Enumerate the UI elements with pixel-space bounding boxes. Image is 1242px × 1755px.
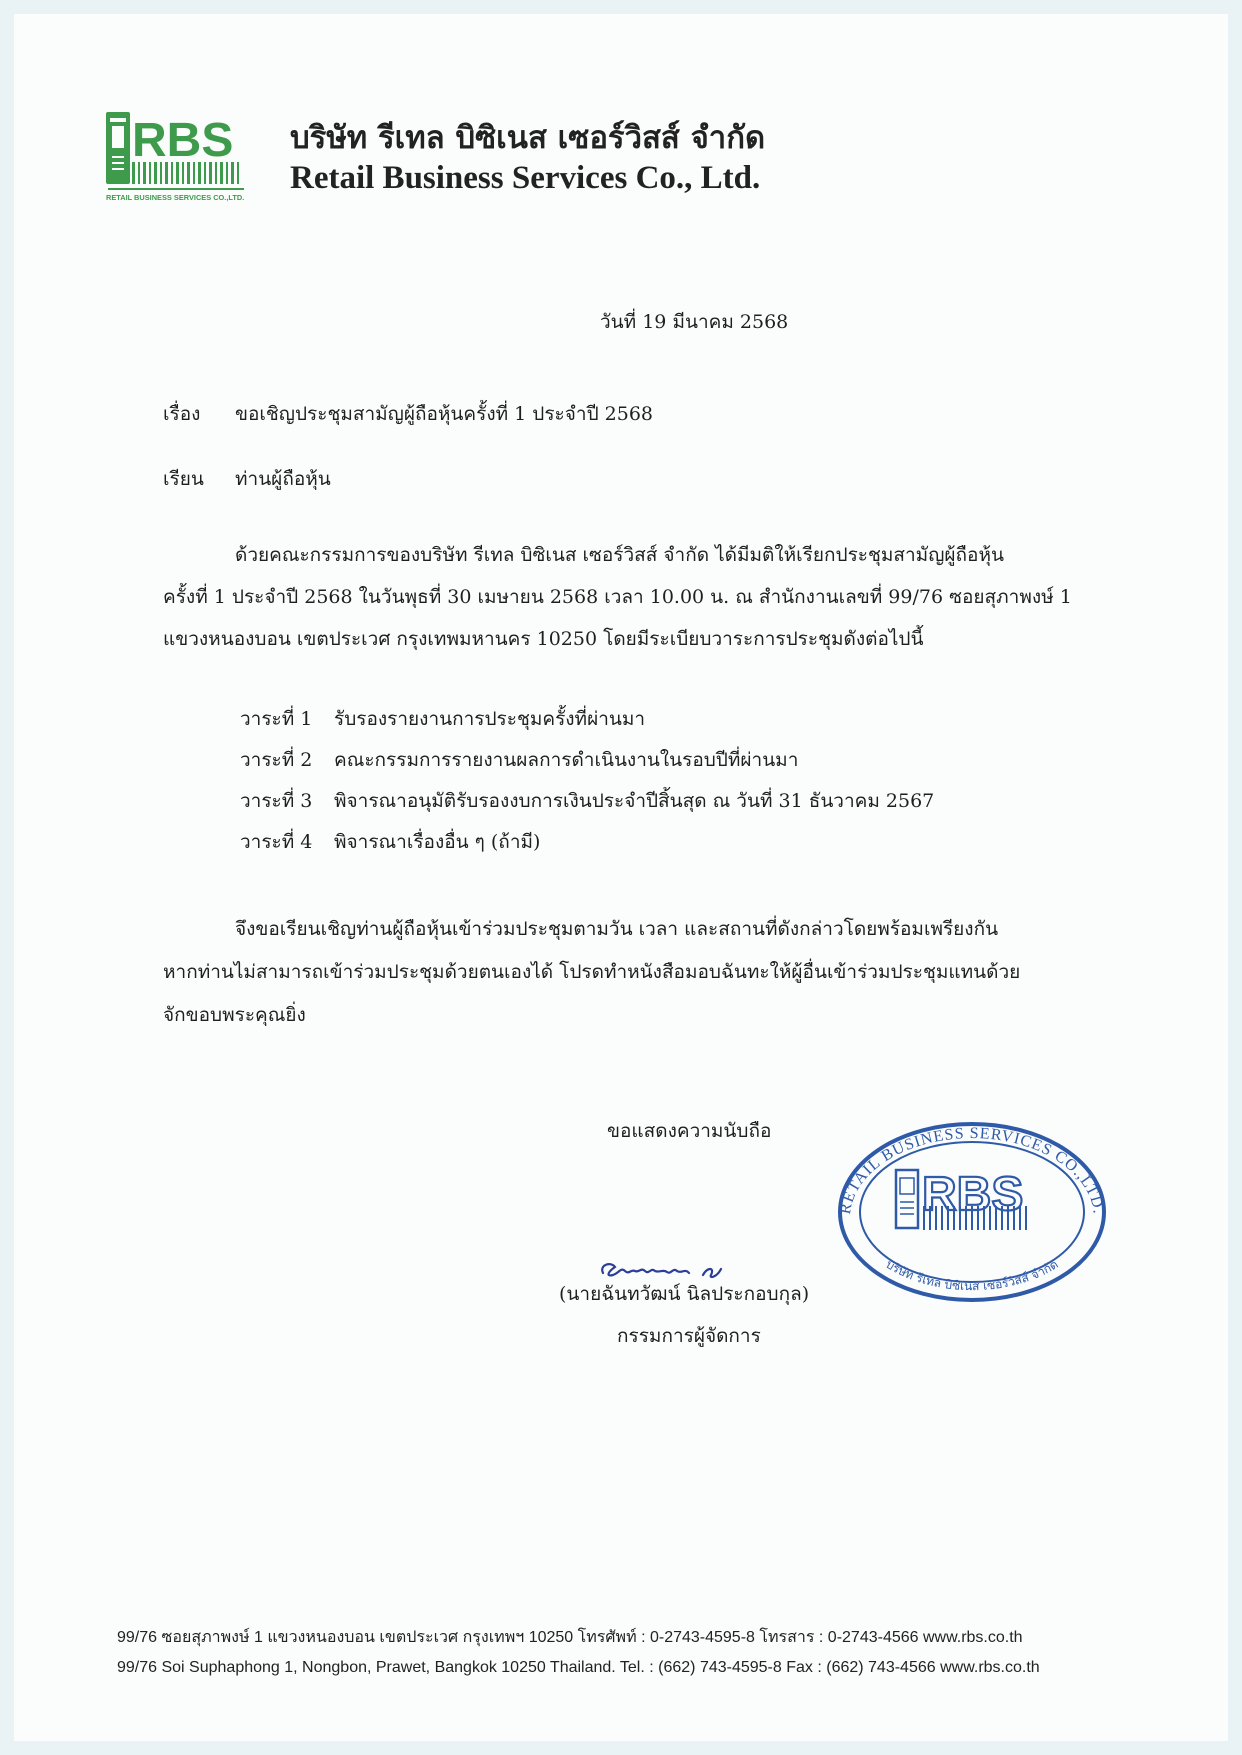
agenda-item-4-text: พิจารณาเรื่องอื่น ๆ (ถ้ามี) [334,831,541,853]
paragraph-1-line: แขวงหนองบอน เขตประเวศ กรุงเทพมหานคร 10250 โดยมีระเบียบวาระการประชุมดังต่อไปนี้ [163,628,924,650]
signer-name: (นายฉันทวัฒน์ นิลประกอบกุล) [559,1283,810,1305]
recipient-text: ท่านผู้ถือหุ้น [235,468,331,490]
company-logo [106,112,246,202]
logo-subtext: RETAIL BUSINESS SERVICES CO.,LTD. [106,193,245,202]
paragraph-1-line: ด้วยคณะกรรมการของบริษัท รีเทล บิซิเนส เซอร์วิสส์ จำกัด ได้มีมติให้เรียกประชุมสามัญผู้ถือหุ้น [235,544,1004,566]
paragraph-2-line: หากท่านไม่สามารถเข้าร่วมประชุมด้วยตนเองได้ โปรดทำหนังสือมอบฉันทะให้ผู้อื่นเข้าร่วมประชุมแทนด้วย [163,961,1021,983]
paragraph-1-line: ครั้งที่ 1 ประจำปี 2568 ในวันพุธที่ 30 เมษายน 2568 เวลา 10.00 น. ณ สำนักงานเลขที่ 99/76 ซอยสุภาพงษ์ 1 [163,586,1072,608]
company-stamp [832,1118,1112,1306]
signer-title: กรรมการผู้จัดการ [617,1325,761,1347]
agenda-item-2-text: คณะกรรมการรายงานผลการดำเนินงานในรอบปีที่ผ่านมา [334,749,799,771]
subject-text: ขอเชิญประชุมสามัญผู้ถือหุ้นครั้งที่ 1 ประจำปี 2568 [235,403,654,425]
logo-underline [108,188,244,190]
letter-date: วันที่ 19 มีนาคม 2568 [600,311,789,333]
agenda-item-3-text: พิจารณาอนุมัติรับรองงบการเงินประจำปีสิ้นสุด ณ วันที่ 31 ธันวาคม 2567 [334,790,935,812]
company-name-english: Retail Business Services Co., Ltd. [290,160,761,196]
agenda-item-1-label: วาระที่ 1 [240,708,313,730]
company-name-thai: บริษัท รีเทล บิซิเนส เซอร์วิสส์ จำกัด [290,120,766,156]
footer-address-thai: 99/76 ซอยสุภาพงษ์ 1 แขวงหนองบอน เขตประเวศ กรุงเทพฯ 10250 โทรศัพท์ : 0-2743-4595-8 โทรสาร : 0-2743-4566 www.rbs.co.th [117,1629,1023,1646]
letter-page [14,14,1228,1741]
logo-text: RBS [132,114,234,167]
agenda-item-2-label: วาระที่ 2 [240,749,313,771]
agenda-item-3-label: วาระที่ 3 [240,790,313,812]
recipient-label: เรียน [163,468,204,490]
stamp-center-text: RBS [922,1168,1024,1221]
stamp-ring-text-bottom: บริษัท รีเทล บิซิเนส เซอร์วิสส์ จำกัด [883,1256,1061,1294]
paragraph-2-line: จึงขอเรียนเชิญท่านผู้ถือหุ้นเข้าร่วมประชุมตามวัน เวลา และสถานที่ดังกล่าวโดยพร้อมเพรียงกัน [235,918,999,940]
closing-text: ขอแสดงความนับถือ [607,1120,772,1142]
stamp-ring-text-top: RETAIL BUSINESS SERVICES CO.,LTD. [836,1124,1107,1216]
paragraph-2-line: จักขอบพระคุณยิ่ง [163,1004,306,1026]
agenda-item-1-text: รับรองรายงานการประชุมครั้งที่ผ่านมา [334,708,646,730]
agenda-item-4-label: วาระที่ 4 [240,831,313,853]
footer-address-english: 99/76 Soi Suphaphong 1, Nongbon, Prawet, Bangkok 10250 Thailand. Tel. : (662) 743-4595-8 Fax : (662) 743-4566 www.rbs.co.th [117,1659,1040,1676]
subject-label: เรื่อง [163,403,201,425]
